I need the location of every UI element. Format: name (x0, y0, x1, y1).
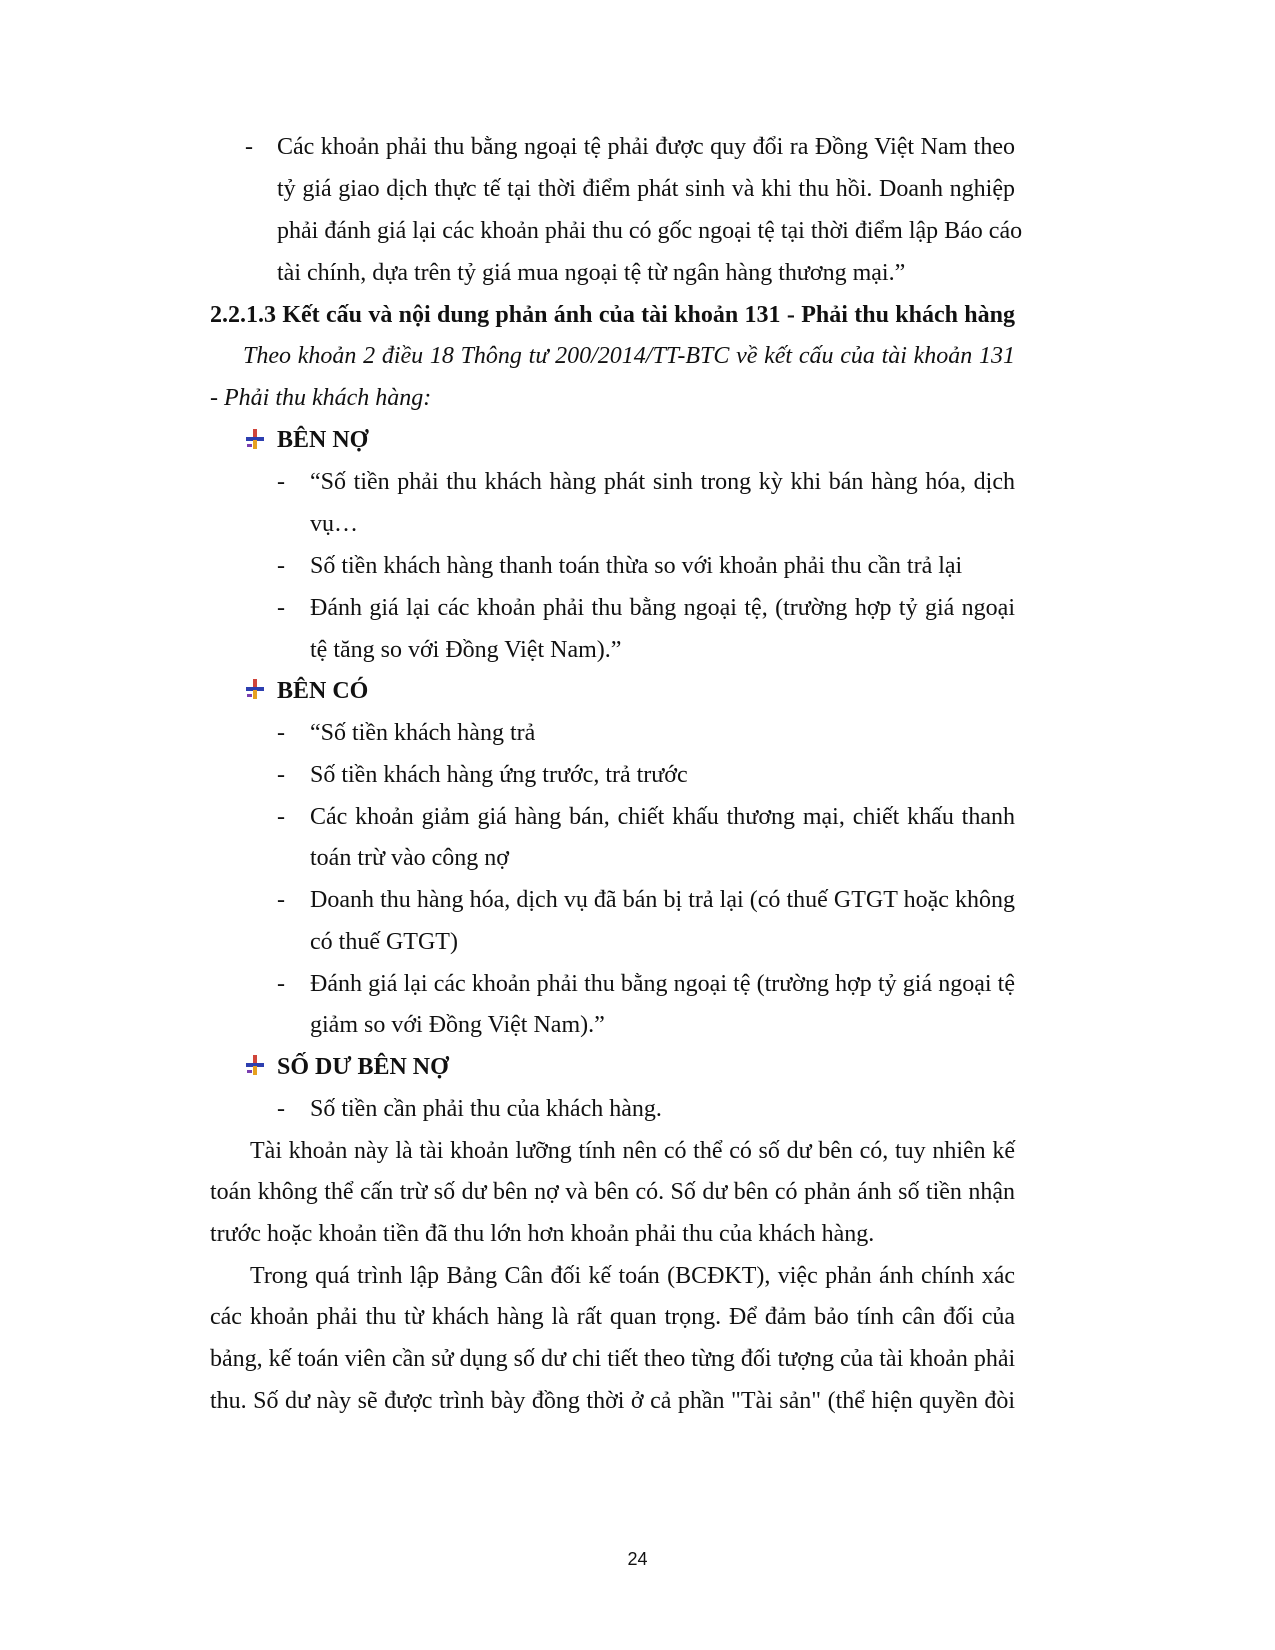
ben-no-item-2: Số tiền khách hàng thanh toán thừa so với khoản phải thu cần trả lại (310, 553, 963, 579)
ben-no-item-1-line-1: “Số tiền phải thu khách hàng phát sinh trong kỳ khi bán hàng hóa, dịch (310, 469, 1015, 495)
ben-co-item-5-line-2: giảm so với Đồng Việt Nam).” (310, 1012, 605, 1038)
list-dash: - (277, 720, 285, 746)
list-dash: - (277, 971, 285, 997)
paragraph-1-line-3: trước hoặc khoản tiền đã thu lớn hơn khoản phải thu của khách hàng. (210, 1221, 875, 1247)
list-dash: - (277, 595, 285, 621)
ben-co-item-3-line-2: toán trừ vào công nợ (310, 845, 509, 871)
so-du-ben-no-heading: SỐ DƯ BÊN NỢ (277, 1054, 449, 1080)
paragraph-1-line-1: Tài khoản này là tài khoản lưỡng tính nên có thể có số dư bên có, tuy nhiên kế (250, 1138, 1015, 1164)
list-dash: - (277, 553, 285, 579)
ben-co-item-4-line-1: Doanh thu hàng hóa, dịch vụ đã bán bị trả lại (có thuế GTGT hoặc không (310, 887, 1015, 913)
paragraph-2-line-2: các khoản phải thu từ khách hàng là rất quan trọng. Để đảm bảo tính cân đối của (210, 1304, 1015, 1330)
ben-co-item-1: “Số tiền khách hàng trả (310, 720, 536, 746)
ben-no-item-1-line-2: vụ… (310, 511, 358, 537)
intro-bullet-line-2: tỷ giá giao dịch thực tế tại thời điểm phát sinh và khi thu hồi. Doanh nghiệp (277, 176, 1015, 202)
pushpin-bullet-icon (244, 428, 266, 450)
intro-bullet-line-3: phải đánh giá lại các khoản phải thu có gốc ngoại tệ tại thời điểm lập Báo cáo (277, 218, 1023, 244)
ben-co-heading: BÊN CÓ (277, 678, 369, 704)
ben-co-item-4-line-2: có thuế GTGT) (310, 929, 458, 955)
ben-no-item-3-line-1: Đánh giá lại các khoản phải thu bằng ngoại tệ, (trường hợp tỷ giá ngoại (310, 595, 1015, 621)
section-heading: 2.2.1.3 Kết cấu và nội dung phản ánh của tài khoản 131 - Phải thu khách hàng (210, 302, 1015, 328)
intro-bullet-line-4: tài chính, dựa trên tỷ giá mua ngoại tệ từ ngân hàng thương mại.” (277, 260, 906, 286)
section-intro-line-2: - Phải thu khách hàng: (210, 385, 432, 411)
list-dash: - (245, 134, 253, 160)
list-dash: - (277, 804, 285, 830)
so-du-ben-no-item-1: Số tiền cần phải thu của khách hàng. (310, 1096, 662, 1122)
pushpin-bullet-icon (244, 1054, 266, 1076)
ben-no-heading: BÊN NỢ (277, 427, 369, 453)
ben-co-item-5-line-1: Đánh giá lại các khoản phải thu bằng ngoại tệ (trường hợp tỷ giá ngoại tệ (310, 971, 1015, 997)
paragraph-1-line-2: toán không thể cấn trừ số dư bên nợ và bên có. Số dư bên có phản ánh số tiền nhận (210, 1179, 1015, 1205)
pushpin-bullet-icon (244, 678, 266, 700)
section-intro-line-1: Theo khoản 2 điều 18 Thông tư 200/2014/TT-BTC về kết cấu của tài khoản 131 (243, 343, 1015, 369)
list-dash: - (277, 762, 285, 788)
ben-co-item-2: Số tiền khách hàng ứng trước, trả trước (310, 762, 688, 788)
paragraph-2-line-4: thu. Số dư này sẽ được trình bày đồng thời ở cả phần "Tài sản" (thể hiện quyền đòi (210, 1388, 1015, 1414)
paragraph-2-line-3: bảng, kế toán viên cần sử dụng số dư chi tiết theo từng đối tượng của tài khoản phải (210, 1346, 1016, 1372)
list-dash: - (277, 887, 285, 913)
ben-co-item-3-line-1: Các khoản giảm giá hàng bán, chiết khấu thương mại, chiết khấu thanh (310, 804, 1015, 830)
paragraph-2-line-1: Trong quá trình lập Bảng Cân đối kế toán (BCĐKT), việc phản ánh chính xác (250, 1263, 1015, 1289)
page-number: 24 (627, 1549, 648, 1569)
ben-no-item-3-line-2: tệ tăng so với Đồng Việt Nam).” (310, 637, 622, 663)
intro-bullet-line-1: Các khoản phải thu bằng ngoại tệ phải được quy đổi ra Đồng Việt Nam theo (277, 134, 1015, 160)
list-dash: - (277, 469, 285, 495)
list-dash: - (277, 1096, 285, 1122)
